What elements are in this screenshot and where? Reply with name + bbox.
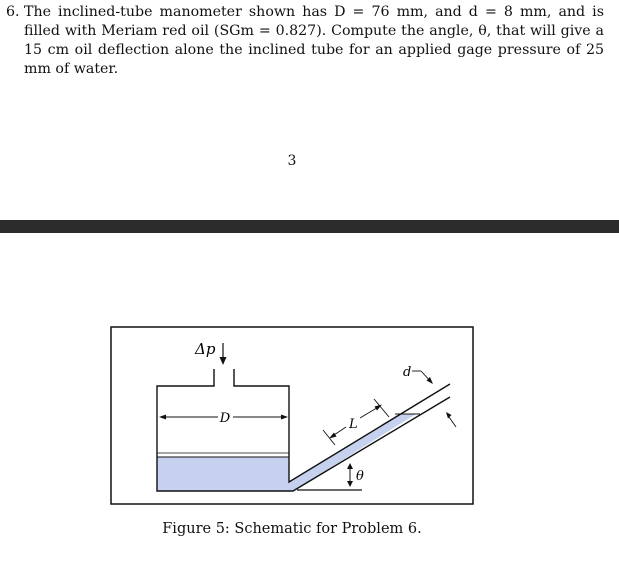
theta-arrowhead-up xyxy=(347,463,353,469)
dim-D-arrow-left xyxy=(159,415,166,420)
label-theta: θ xyxy=(356,469,364,484)
problem-statement xyxy=(6,3,604,79)
manometer-figure xyxy=(110,326,474,505)
dim-d-arrowhead-bottom xyxy=(446,412,452,419)
problem-number: 6. xyxy=(6,4,20,20)
problem-text: The inclined-tube manometer shown has D = 76 mm, and d = 8 mm, and is filled with Meriam red oil (SGm = 0.827). Compute the angle, θ, that will give a 15 cm oil deflection alone the inclined tube for an applied gage pressure of 25 mm of water. xyxy=(24,4,604,77)
label-delta-p: Δp xyxy=(195,340,216,358)
page-number: 3 xyxy=(287,153,297,169)
theta-arrowhead-down xyxy=(347,481,353,487)
label-D: D xyxy=(219,411,231,426)
page-break-bar xyxy=(0,220,619,233)
figure-caption: Figure 5: Schematic for Problem 6. xyxy=(162,521,422,537)
dim-L-arrow-low xyxy=(329,433,337,439)
label-L: L xyxy=(349,417,358,432)
dim-D-arrow-right xyxy=(281,415,288,420)
oil-fluid xyxy=(157,414,416,491)
label-d: d xyxy=(403,365,412,380)
dim-L-ext-low xyxy=(323,430,335,445)
pressure-arrow-head xyxy=(220,357,227,365)
